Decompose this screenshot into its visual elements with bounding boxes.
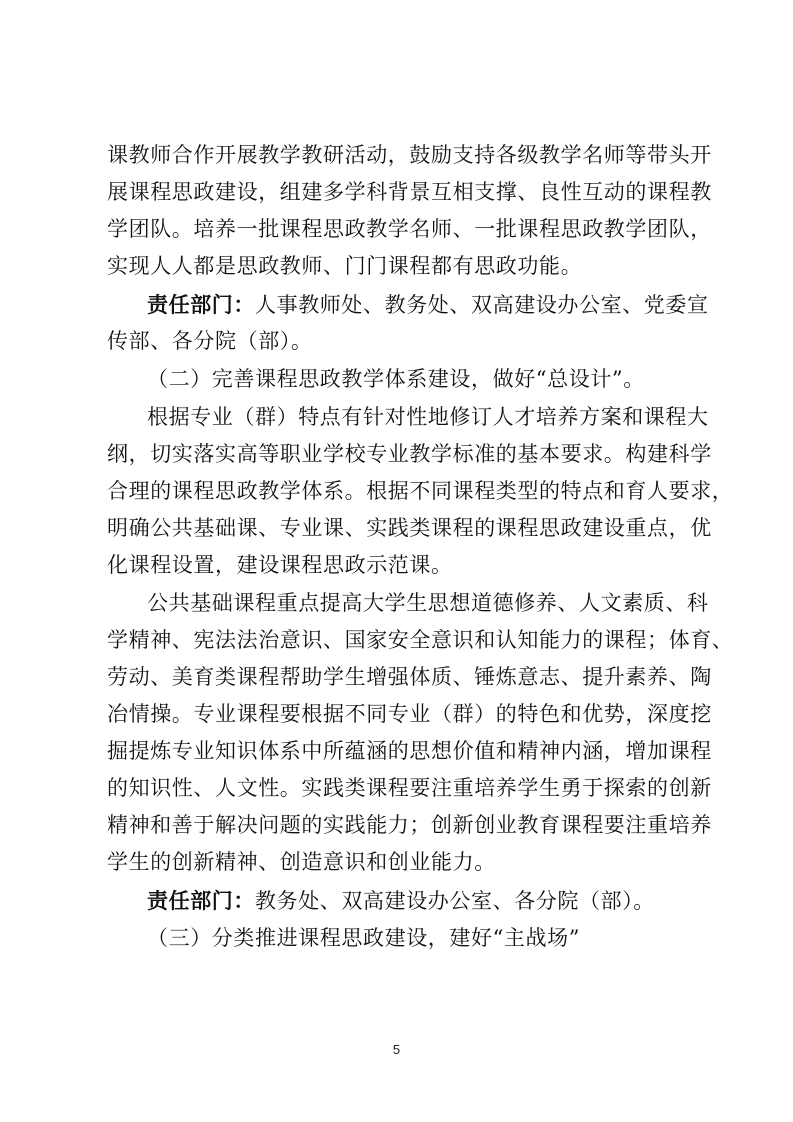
text-line: 实现人人都是思政教师、门门课程都有思政功能。 xyxy=(107,254,583,278)
text-line xyxy=(147,286,737,324)
responsibility-block-2 xyxy=(147,882,737,920)
text-line: 展课程思政建设，组建多学科背景互相支撑、良性互动的课程教 xyxy=(107,180,712,204)
text-line: 学生的创新精神、创造意识和创业能力。 xyxy=(107,850,496,874)
page-number: 5 xyxy=(392,1042,401,1057)
text-line: 学团队。培养一批课程思政教学名师、一批课程思政教学团队， xyxy=(107,217,712,241)
text-line: 掘提炼专业知识体系中所蕴涵的思想价值和精神内涵，增加课程 xyxy=(107,739,712,763)
text-line: 课教师合作开展教学教研活动，鼓励支持各级教学名师等带头开 xyxy=(107,143,712,167)
text-line: 纲，切实落实高等职业学校专业教学标准的基本要求。构建科学 xyxy=(107,442,712,466)
text-line: 的知识性、人文性。实践类课程要注重培养学生勇于探索的创新 xyxy=(107,776,712,800)
responsibility-label: 责任部门： xyxy=(147,888,255,913)
section-heading: （三）分类推进课程思政建设，建好“主战场” xyxy=(147,926,581,950)
responsibility-text: 人事教师处、教务处、双高建设办公室、党委宣 xyxy=(255,293,709,317)
text-line: 化课程设置，建设课程思政示范课。 xyxy=(107,553,453,577)
responsibility-label: 责任部门： xyxy=(147,292,255,317)
responsibility-text: 教务处、双高建设办公室、各分院（部）。 xyxy=(255,889,655,913)
text-line: 冶情操。专业课程要根据不同专业（群）的特色和优势，深度挖 xyxy=(107,702,712,726)
text-line: 精神和善于解决问题的实践能力；创新创业教育课程要注重培养 xyxy=(107,813,712,837)
section-heading: （二）完善课程思政教学体系建设，做好“总设计”。 xyxy=(147,367,645,391)
text-line: 学精神、宪法法治意识、国家安全意识和认知能力的课程；体育、 xyxy=(107,628,734,652)
text-line: 合理的课程思政教学体系。根据不同课程类型的特点和育人要求， xyxy=(107,479,734,503)
text-line: 公共基础课程重点提高大学生思想道德修养、人文素质、科 xyxy=(147,591,709,615)
text-line: 传部、各分院（部）。 xyxy=(107,329,313,353)
text-line: 劳动、美育类课程帮助学生增强体质、锤炼意志、提升素养、陶 xyxy=(107,665,712,689)
text-line: 根据专业（群）特点有针对性地修订人才培养方案和课程大 xyxy=(147,405,709,429)
text-line: 明确公共基础课、专业课、实践类课程的课程思政建设重点，优 xyxy=(107,516,712,540)
